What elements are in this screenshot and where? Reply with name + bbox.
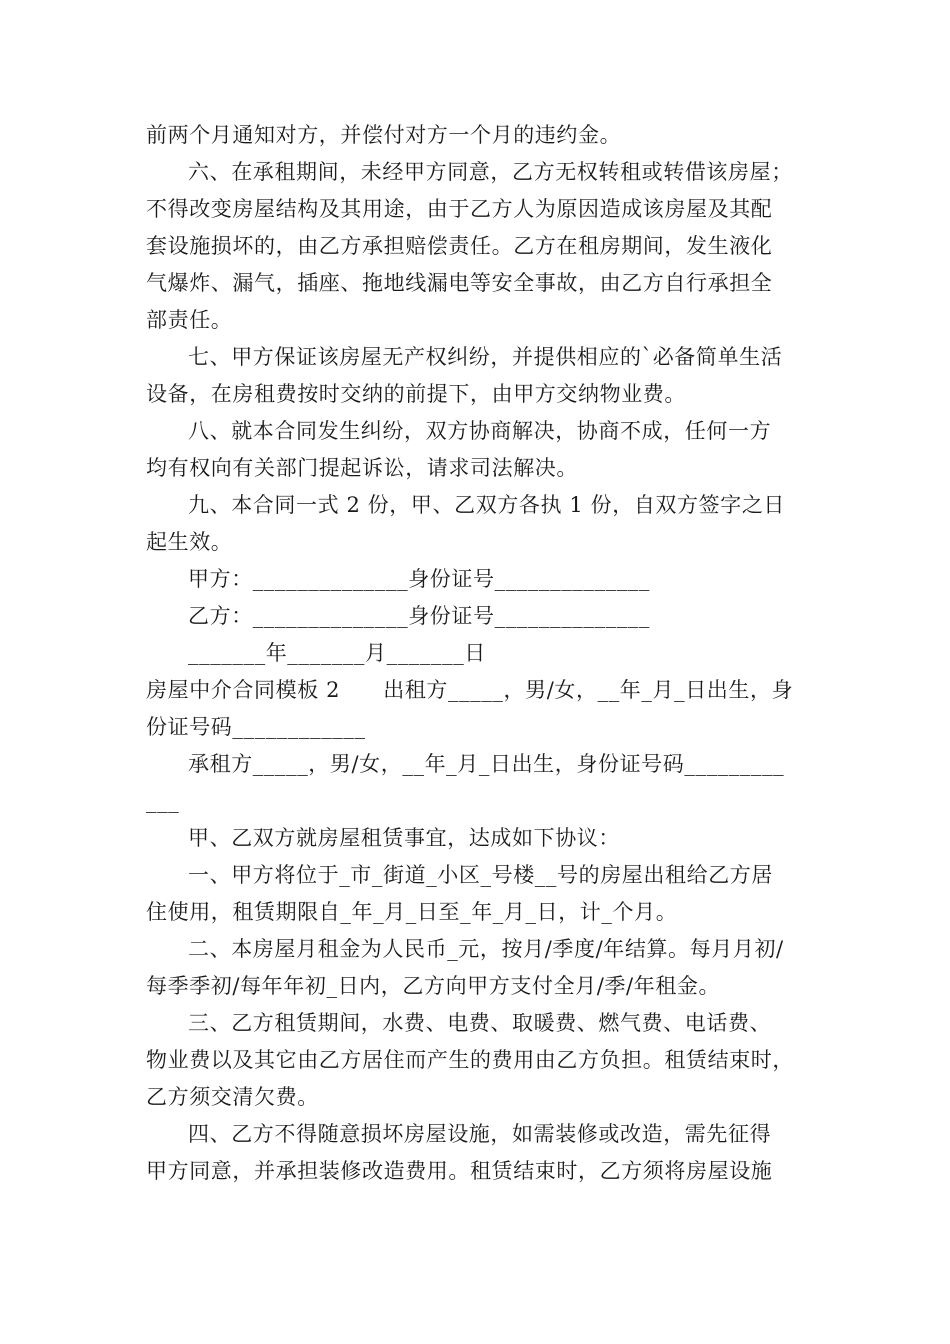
text-line: 均有权向有关部门提起诉讼，请求司法解决。 (146, 456, 578, 480)
agreement-intro-line: 甲、乙双方就房屋租赁事宜，达成如下协议： (188, 826, 620, 850)
text-line: 前两个月通知对方，并偿付对方一个月的违约金。 (146, 123, 622, 147)
text-line: 部责任。 (146, 308, 233, 332)
clause-1-line: 一、甲方将位于_市_街道_小区_号楼__号的房屋出租给乙方居 (188, 863, 773, 887)
text-line: ___ (146, 789, 180, 813)
clause-8-line: 八、就本合同发生纠纷，双方协商解决，协商不成，任何一方 (188, 419, 772, 443)
clause-3-line: 三、乙方租赁期间，水费、电费、取暖费、燃气费、电话费、 (188, 1011, 772, 1035)
text-line: 甲方同意，并承担装修改造费用。租赁结束时，乙方须将房屋设施 (146, 1159, 773, 1183)
text-line: 不得改变房屋结构及其用途，由于乙方人为原因造成该房屋及其配 (146, 197, 773, 221)
clause-6-line: 六、在承租期间，未经甲方同意，乙方无权转租或转借该房屋； (188, 160, 793, 184)
text-line: 气爆炸、漏气，插座、拖地线漏电等安全事故，由乙方自行承担全 (146, 271, 773, 295)
clause-7-line: 七、甲方保证该房屋无产权纠纷，并提供相应的`必备简单生活 (188, 345, 783, 369)
text-line: 物业费以及其它由乙方居住而产生的费用由乙方负担。租赁结束时， (146, 1048, 794, 1072)
text-line: 住使用，租赁期限自_年_月_日至_年_月_日，计_个月。 (146, 900, 678, 924)
date-line: _______年_______月_______日 (188, 641, 486, 665)
text-line: 设备，在房租费按时交纳的前提下，由甲方交纳物业费。 (146, 382, 686, 406)
text-line: 乙方须交清欠费。 (146, 1085, 319, 1109)
text-line: 套设施损坏的，由乙方承担赔偿责任。乙方在租房期间，发生液化 (146, 234, 773, 258)
lessee-line: 承租方_____，男/女，__年_月_日出生，身份证号码_________ (188, 752, 785, 776)
party-b-signature-line: 乙方：______________身份证号______________ (188, 604, 650, 628)
clause-9-line: 九、本合同一式 2 份，甲、乙双方各执 1 份，自双方签字之日 (188, 493, 786, 517)
text-line: 每季季初/每年年初_日内，乙方向甲方支付全月/季/年租金。 (146, 974, 721, 998)
text-line: 起生效。 (146, 530, 233, 554)
clause-2-line: 二、本房屋月租金为人民币_元，按月/季度/年结算。每月月初/ (188, 937, 784, 961)
party-a-signature-line: 甲方：______________身份证号______________ (188, 567, 650, 591)
text-line: 份证号码____________ (146, 715, 366, 739)
clause-4-line: 四、乙方不得随意损坏房屋设施，如需装修或改造，需先征得 (188, 1122, 772, 1146)
template-2-heading-line: 房屋中介合同模板 2 出租方_____，男/女，__年_月_日出生，身 (146, 678, 794, 702)
